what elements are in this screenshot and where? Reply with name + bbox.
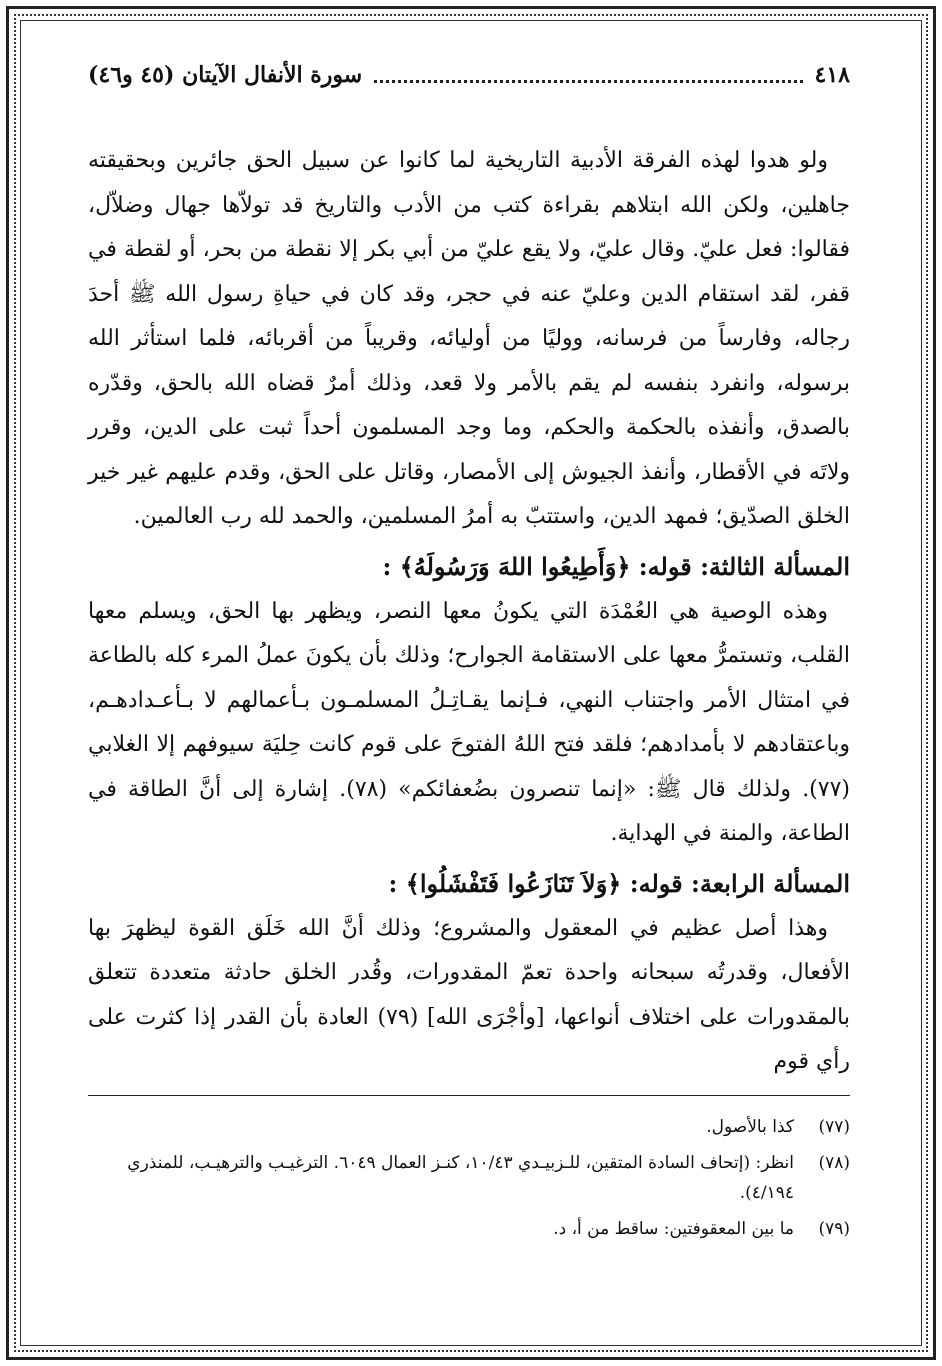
section-heading-4 bbox=[88, 861, 850, 907]
section-heading-3 bbox=[88, 544, 850, 590]
footnote-number: (٧٩) bbox=[818, 1218, 850, 1239]
footnote-number: (٧٨) bbox=[818, 1152, 850, 1173]
quran-verse: ﴿وَلاَ تَنَازَعُوا فَتَفْشَلُوا﴾ bbox=[405, 868, 622, 898]
footnote-text: ما بين المعقوفتين: ساقط من أ، د. bbox=[553, 1218, 794, 1239]
book-page bbox=[88, 52, 850, 1250]
heading-colon: : bbox=[388, 868, 398, 898]
footnote-separator bbox=[88, 1095, 850, 1096]
running-header bbox=[88, 52, 850, 99]
page-number: ٤١٨ bbox=[814, 62, 850, 88]
main-text bbox=[88, 139, 850, 1085]
footnote-text: كذا بالأصول. bbox=[706, 1116, 794, 1137]
section-heading-label: المسألة الرابعة: قوله: bbox=[629, 868, 850, 898]
paragraph: وهذه الوصية هي العُمْدَة التي يكونُ معها النصر، ويظهر بها الحق، ويسلم معها القلب، وتستمرُّ معها على الاستقامة الجوارح؛ وذلك بأن يكونَ عملُ المرء كله بالطاعة في امتثال الأمر واجتناب النهي، فـإنما يقـاتِـلُ المسلمـون بـأعمالهم لا بـأعـدادهـم، وباعتقادهم لا بأمدادهم؛ فلقد فتح اللهُ الفتوحَ على قوم كانت حِليَة سيوفهم إلا الغلابي (٧٧). ولذلك قال ﷺ: «إنما تنصرون بضُعفائكم» (٧٨). إشارة إلى أنَّ الطاقة في الطاعة، والمنة في الهداية. bbox=[88, 598, 851, 846]
footnote bbox=[88, 1112, 850, 1142]
footnote-number: (٧٧) bbox=[818, 1116, 850, 1137]
paragraph: وهذا أصل عظيم في المعقول والمشروع؛ وذلك أنَّ الله خَلَق القوة ليظهرَ بها الأفعال، وقدرتُه سبحانه واحدة تعمّ المقدورات، وقُدر الخلق حادثة متعددة تتعلق بالمقدورات على اختلاف أنواعها، [وأجْرَى الله] (٧٩) العادة بأن القدر إذا كثرت على رأي قوم bbox=[88, 915, 851, 1074]
header-dot-leader bbox=[374, 68, 802, 83]
footnote-text: انظر: (إتحاف السادة المتقين، للـزبيـدي ١٠/٤٣، كنـز العمال ٦٠٤٩. الترغيـب والترهيـب، للمنذري ٤/١٩٤). bbox=[127, 1152, 794, 1203]
running-title: سورة الأنفال الآيتان (٤٥ و٤٦) bbox=[88, 62, 363, 88]
paragraph: ولو هدوا لهذه الفرقة الأدبية التاريخية لما كانوا عن سبيل الحق جائرين وبحقيقته جاهلين، ولكن الله ابتلاهم بقراءة كتب من الأدب والتاريخ قد تولاّها جهال وضلاّل، فقالوا: فعل عليّ. وقال عليّ، ولا يقع عليّ من أبي بكر إلا نقطة من بحر، أو لقطة في قفر، لقد استقام الدين وعليّ عنه في حجر، وقد كان في حياةِ رسول الله ﷺ أحدَ رجاله، وفارساً من فرسانه، ووليًا من أوليائه، وقريباً من أقربائه، فلما استأثر الله برسوله، وانفرد بنفسه لم يقم بالأمر ولا قعد، وذلك أمرٌ قضاه الله بالحق، وقدّره بالصدق، وأنفذه بالحكمة والحكم، وما وجد المسلمون أحداً ثبت على الدين، وقرر ولاتَه في الأقطار، وأنفذ الجيوش إلى الأمصار، وقاتل على الحق، وقدم عليهم غير خير الخلق الصدّيق؛ فمهد الدين، واستتبّ به أمرُ المسلمين، والحمد لله رب العالمين. bbox=[88, 148, 850, 529]
section-heading-label: المسألة الثالثة: قوله: bbox=[638, 551, 850, 581]
footnotes bbox=[88, 1112, 850, 1244]
quran-verse: ﴿وَأَطِيعُوا اللهَ وَرَسُولَهُ﴾ bbox=[399, 551, 631, 581]
footnote bbox=[88, 1214, 850, 1244]
footnote bbox=[88, 1148, 850, 1208]
heading-colon: : bbox=[382, 551, 392, 581]
